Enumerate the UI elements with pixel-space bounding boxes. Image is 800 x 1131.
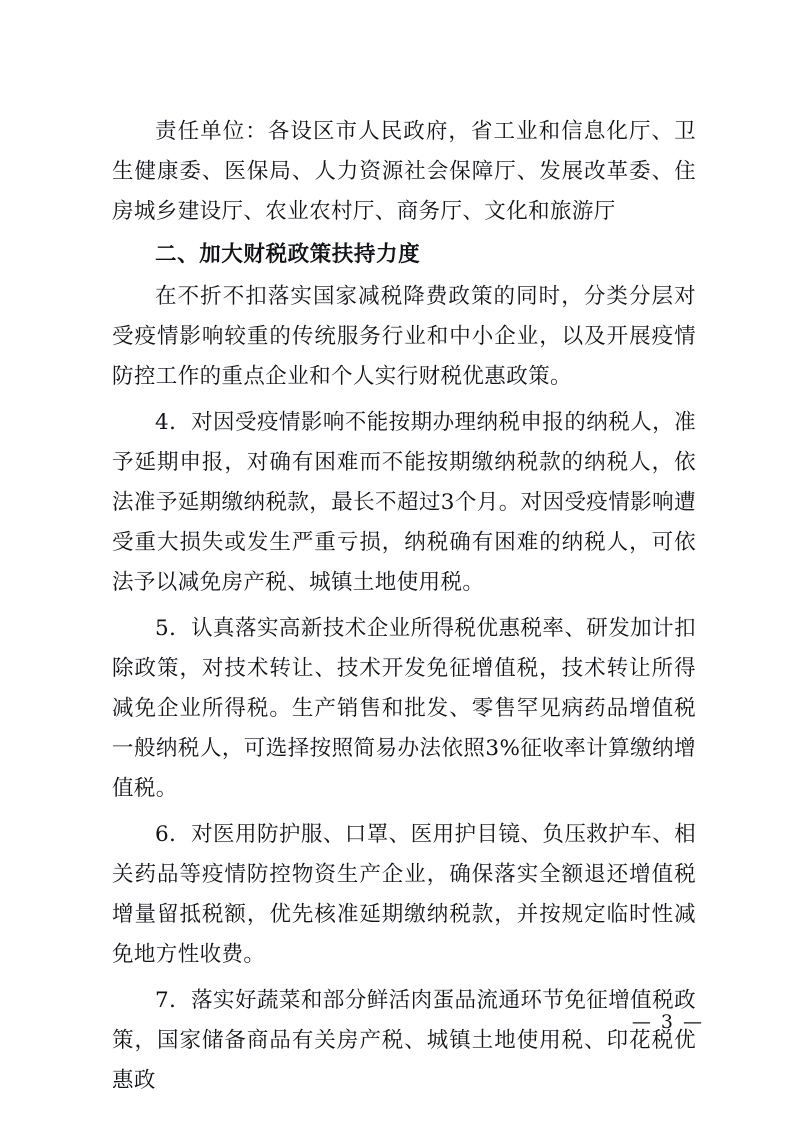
paragraph-item-5: 5．认真落实高新技术企业所得税优惠税率、研发加计扣除政策，对技术转让、技术开发免征增值税，技术转让所得减免企业所得税。生产销售和批发、零售罕见病药品增值税一般纳税人，可选择按照简易办法依照3%征收率计算缴纳增值税。	[112, 616, 696, 801]
page-number: — 3 —	[631, 1011, 704, 1033]
paragraph-responsible-units: 责任单位：各设区市人民政府，省工业和信息化厅、卫生健康委、医保局、人力资源社会保障厅、发展改革委、住房城乡建设厅、农业农村厅、商务厅、文化和旅游厅	[112, 119, 696, 224]
document-body	[112, 112, 696, 1101]
page-text-area	[112, 112, 696, 1093]
section-heading-two: 二、加大财税政策扶持力度	[155, 242, 421, 267]
paragraph-item-7: 7．落实好蔬菜和部分鲜活肉蛋品流通环节免征增值税政策，国家储备商品有关房产税、城镇土地使用税、印花税优惠政	[112, 988, 696, 1093]
paragraph-item-4: 4．对因受疫情影响不能按期办理纳税申报的纳税人，准予延期申报，对确有困难而不能按期缴纳税款的纳税人，依法准予延期缴纳税款，最长不超过3个月。对因受疫情影响遭受重大损失或发生严重亏损，纳税确有困难的纳税人，可依法予以减免房产税、城镇土地使用税。	[112, 410, 696, 595]
paragraph-item-6: 6．对医用防护服、口罩、医用护目镜、负压救护车、相关药品等疫情防控物资生产企业，确保落实全额退还增值税增量留抵税额，优先核准延期缴纳税款，并按规定临时性减免地方性收费。	[112, 822, 696, 967]
paragraph-section-intro: 在不折不扣落实国家减税降费政策的同时，分类分层对受疫情影响较重的传统服务行业和中小企业，以及开展疫情防控工作的重点企业和个人实行财税优惠政策。	[112, 284, 696, 389]
